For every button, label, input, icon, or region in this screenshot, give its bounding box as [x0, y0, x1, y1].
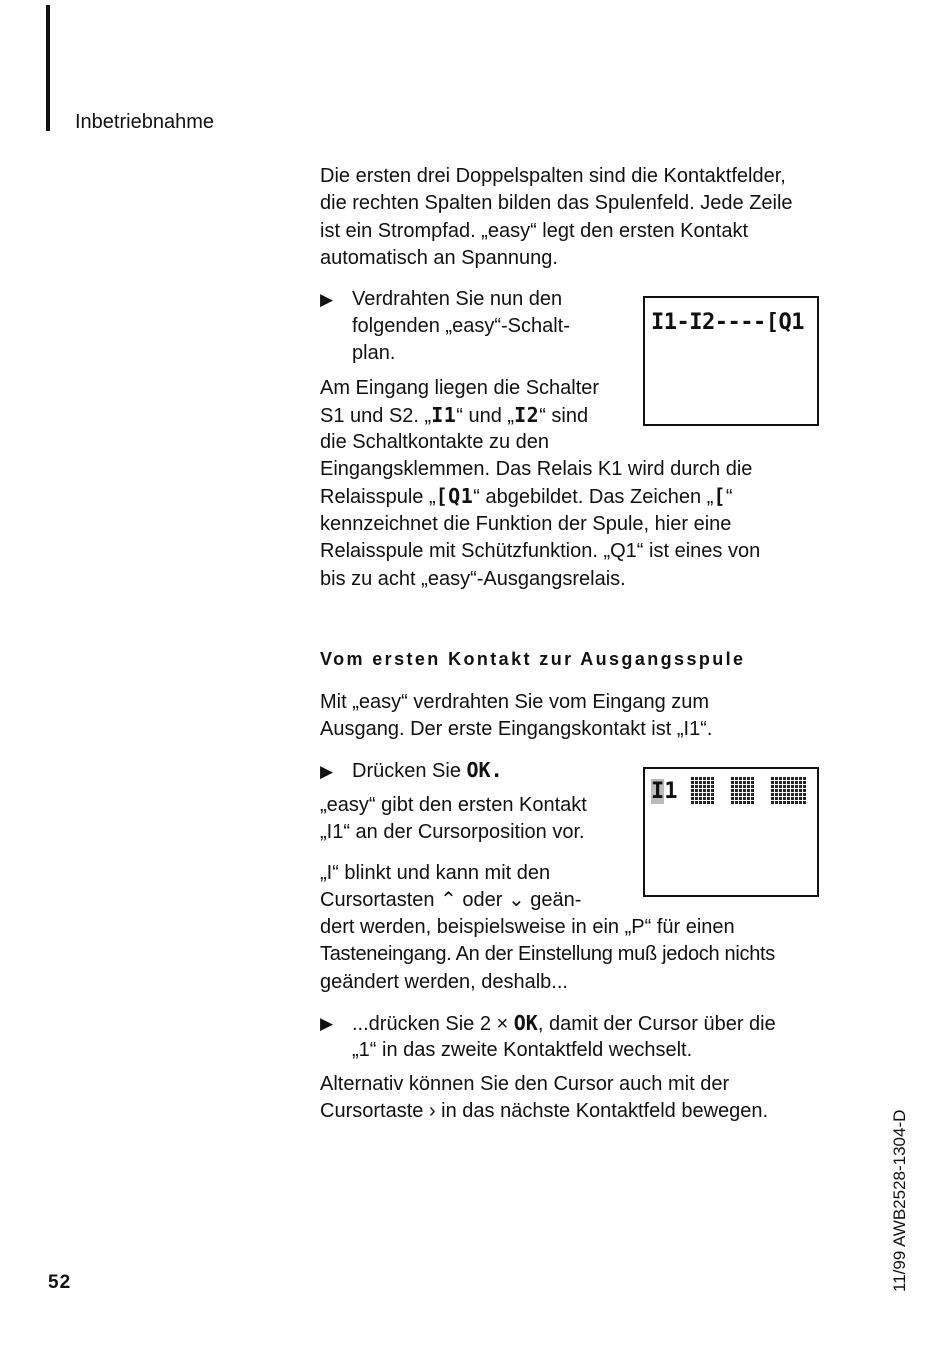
paragraph-first-contact: „easy“ gibt den ersten Kontakt: [320, 794, 587, 816]
step-wire-line: plan.: [352, 342, 396, 364]
margin-rule: [46, 5, 50, 131]
lcd-empty-cell: [731, 777, 755, 804]
section-heading: Vom ersten Kontakt zur Ausgangsspule: [320, 649, 746, 669]
lcd-display-cursor: I1: [643, 767, 819, 897]
step-press-ok-twice: ...drücken Sie 2 × OK, damit der Cursor über die: [352, 1011, 776, 1035]
lcd-empty-fields: [691, 777, 815, 805]
lcd-display-circuit: [643, 296, 819, 426]
cursor-up-icon: ⌃: [440, 889, 457, 911]
section-header: Inbetriebnahme: [75, 111, 214, 133]
lcd-i2-symbol: I2: [514, 403, 540, 427]
lcd-bracket-symbol: [: [713, 484, 726, 508]
document-id: 11/99 AWB2528-1304-D: [890, 1109, 909, 1292]
lcd-q1-symbol: [Q1: [435, 484, 474, 508]
ok-key-label: OK: [513, 1011, 538, 1035]
paragraph-alternative: Alternativ können Sie den Cursor auch mit der: [320, 1073, 730, 1095]
lcd-circuit-text: I1-I2----[Q1: [651, 310, 804, 335]
paragraph-wiring: Mit „easy“ verdrahten Sie vom Eingang zum: [320, 691, 710, 713]
lcd-cursor: I: [651, 779, 665, 804]
bullet-triangle-icon: ▶: [320, 290, 334, 309]
step-wire-line: folgenden „easy“-Schalt-: [352, 315, 570, 337]
paragraph-first-contact: „I1“ an der Cursorposition vor.: [320, 821, 585, 843]
lcd-empty-cell: [691, 777, 715, 804]
ok-key-label: OK.: [466, 758, 503, 782]
bullet-triangle-icon: ▶: [320, 762, 334, 781]
cursor-right-icon: ›: [428, 1100, 436, 1122]
step-press-ok: Drücken Sie OK.: [352, 758, 503, 782]
cursor-down-icon: ⌄: [507, 889, 525, 911]
lcd-empty-cell: [771, 777, 807, 804]
paragraph-alternative: Cursortaste › in das nächste Kontaktfeld bewegen.: [320, 1100, 769, 1122]
paragraph-wiring: Ausgang. Der erste Eingangskontakt ist „I1“.: [320, 718, 713, 740]
lcd-i1-symbol: I1: [431, 403, 457, 427]
bullet-triangle-icon: ▶: [320, 1014, 334, 1033]
step-press-ok-twice: „1“ in das zweite Kontaktfeld wechselt.: [352, 1039, 693, 1061]
step-wire-line: Verdrahten Sie nun den: [352, 288, 563, 310]
page-number: 52: [48, 1272, 72, 1293]
